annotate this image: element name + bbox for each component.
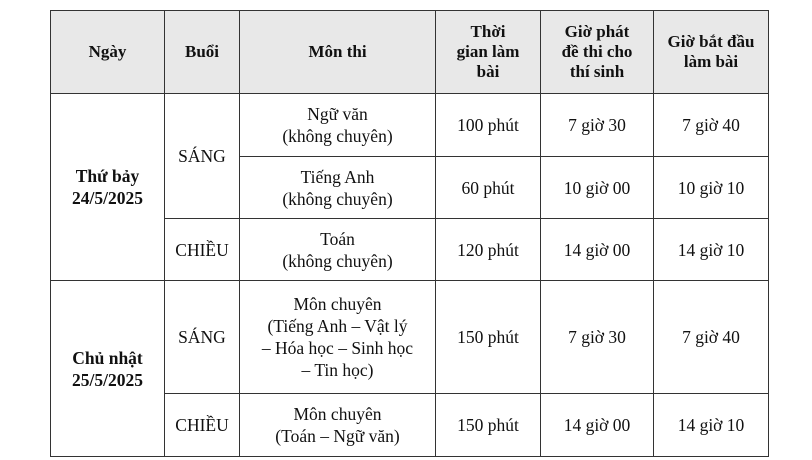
start-time-cell: 10 giờ 10	[654, 157, 769, 219]
subject-cell: Toán (không chuyên)	[240, 219, 436, 281]
header-subject: Môn thi	[240, 11, 436, 94]
subject-cell: Môn chuyên (Toán – Ngữ văn)	[240, 394, 436, 457]
header-day: Ngày	[51, 11, 165, 94]
session-cell: SÁNG	[165, 281, 240, 394]
distribution-time-cell: 10 giờ 00	[541, 157, 654, 219]
start-time-cell: 14 giờ 10	[654, 219, 769, 281]
duration-cell: 60 phút	[436, 157, 541, 219]
session-cell: SÁNG	[165, 94, 240, 219]
exam-schedule	[50, 10, 769, 457]
duration-cell: 150 phút	[436, 394, 541, 457]
subject-cell: Tiếng Anh (không chuyên)	[240, 157, 436, 219]
duration-cell: 120 phút	[436, 219, 541, 281]
duration-cell: 100 phút	[436, 94, 541, 157]
table-row	[51, 94, 769, 157]
header-distribution-time: Giờ phát đề thi cho thí sinh	[541, 11, 654, 94]
session-cell: CHIỀU	[165, 219, 240, 281]
exam-schedule-table	[50, 10, 769, 457]
table-row	[51, 281, 769, 394]
distribution-time-cell: 7 giờ 30	[541, 281, 654, 394]
day-cell: Thứ bảy 24/5/2025	[51, 94, 165, 281]
distribution-time-cell: 7 giờ 30	[541, 94, 654, 157]
subject-cell: Ngữ văn (không chuyên)	[240, 94, 436, 157]
day-cell: Chủ nhật 25/5/2025	[51, 281, 165, 457]
distribution-time-cell: 14 giờ 00	[541, 219, 654, 281]
start-time-cell: 7 giờ 40	[654, 281, 769, 394]
subject-cell: Môn chuyên (Tiếng Anh – Vật lý – Hóa học – Sinh học – Tin học)	[240, 281, 436, 394]
header-start-time: Giờ bắt đầu làm bài	[654, 11, 769, 94]
distribution-time-cell: 14 giờ 00	[541, 394, 654, 457]
duration-cell: 150 phút	[436, 281, 541, 394]
header-duration: Thời gian làm bài	[436, 11, 541, 94]
header-session: Buổi	[165, 11, 240, 94]
start-time-cell: 7 giờ 40	[654, 94, 769, 157]
start-time-cell: 14 giờ 10	[654, 394, 769, 457]
session-cell: CHIỀU	[165, 394, 240, 457]
header-row	[51, 11, 769, 94]
